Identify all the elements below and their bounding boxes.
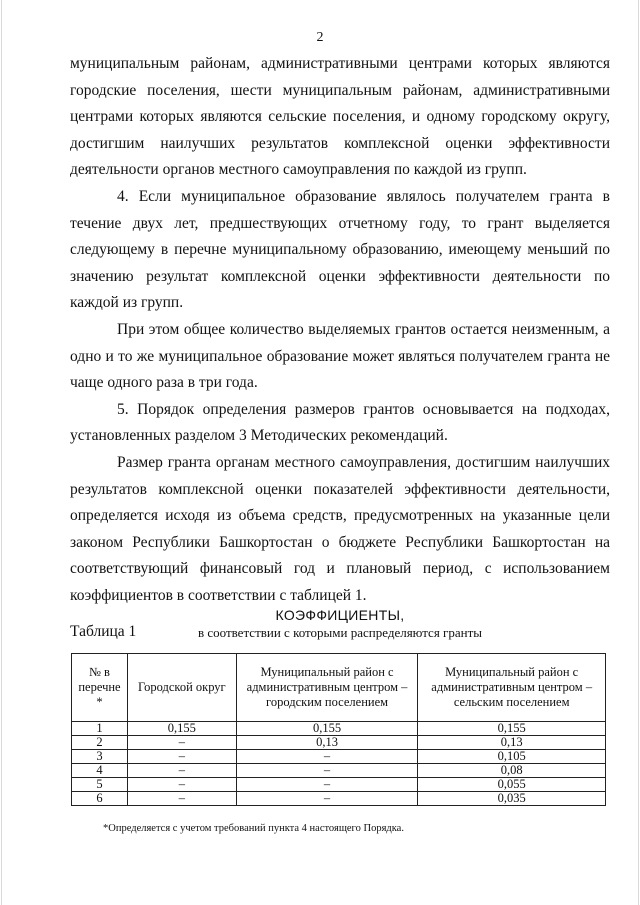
table-row [72,750,606,764]
body-text [70,51,610,646]
table-row [72,792,606,806]
scan-edge-left [1,0,2,905]
paragraph-item-5: 5. Порядок определения размеров грантов основывается на подходах, установленных разделом 3 Методических рекомендаций. [70,400,610,445]
table-row [72,736,606,750]
paragraph-item-4: 4. Если муниципальное образование являлось получателем гранта в течение двух лет, предшествующих отчетному году, то грант выделяется следующему в перечне муниципальному образованию, имеющему меньший по значению результат комплексной оценки эффективности деятельности по каждой из групп. [70,187,610,312]
table-label: Таблица 1 [70,623,137,641]
table-row [72,722,606,736]
table-cell: 6 [72,792,128,806]
table-cell: 1 [72,722,128,736]
table-cell: 0,13 [418,736,606,750]
scan-edge-right [638,0,639,905]
table-title: КОЭФФИЦИЕНТЫ, [275,607,405,623]
table-cell: – [236,792,418,806]
table-cell: – [236,750,418,764]
table-cell: 4 [72,764,128,778]
page-number: 2 [316,30,324,45]
table-row [72,764,606,778]
table-cell: 5 [72,778,128,792]
paragraph-continuation: муниципальным районам, административными центрами которых являются городские поселения, шести муниципальным районам, административными центрами которых являются сельские поселения, и одному городскому округу, достигшим наилучших результатов комплексной оценки эффективности деятельности органов местного самоуправления по каждой из групп. [70,55,610,179]
table-cell: – [127,778,236,792]
table-cell: 0,035 [418,792,606,806]
table-header-row [72,654,606,722]
table-cell: 0,055 [418,778,606,792]
table-cell: – [127,750,236,764]
header-city-district: Городской округ [127,654,236,722]
table-cell: 0,155 [127,722,236,736]
table-cell: 2 [72,736,128,750]
table-subtitle: в соответствии с которыми распределяются гранты [197,625,483,640]
header-list-number: № в перечне * [72,654,128,722]
table-heading [70,606,610,641]
table-cell: 0,155 [236,722,418,736]
paragraph-grant-limit: При этом общее количество выделяемых грантов остается неизменным, а одно и то же муниципальное образование может являться получателем гранта не чаще одного раза в три года. [70,320,610,392]
table-row [72,778,606,792]
table-cell: – [127,736,236,750]
table-cell: 0,13 [236,736,418,750]
table-footnote: *Определяется с учетом требований пункта 4 настоящего Порядка. [103,823,404,834]
table-cell: 3 [72,750,128,764]
table-cell: – [236,764,418,778]
table-cell: – [236,778,418,792]
coefficients-table [71,653,606,806]
table-cell: – [127,792,236,806]
paragraph-grant-size: Размер гранта органам местного самоуправления, достигшим наилучших результатов комплексной оценки показателей эффективности деятельности, определяется исходя из объема средств, предусмотренных на указанные цели законом Республики Башкортостан о бюджете Республики Башкортостан на соответствующий финансовый год и плановый период, с использованием коэффициентов в соответствии с таблицей 1. [70,453,610,604]
table-cell: 0,155 [418,722,606,736]
header-district-urban-center: Муниципальный район с административным центром – городским поселением [236,654,418,722]
table-cell: 0,105 [418,750,606,764]
table-cell: 0,08 [418,764,606,778]
header-district-rural-center: Муниципальный район с административным центром – сельским поселением [418,654,606,722]
table-cell: – [127,764,236,778]
